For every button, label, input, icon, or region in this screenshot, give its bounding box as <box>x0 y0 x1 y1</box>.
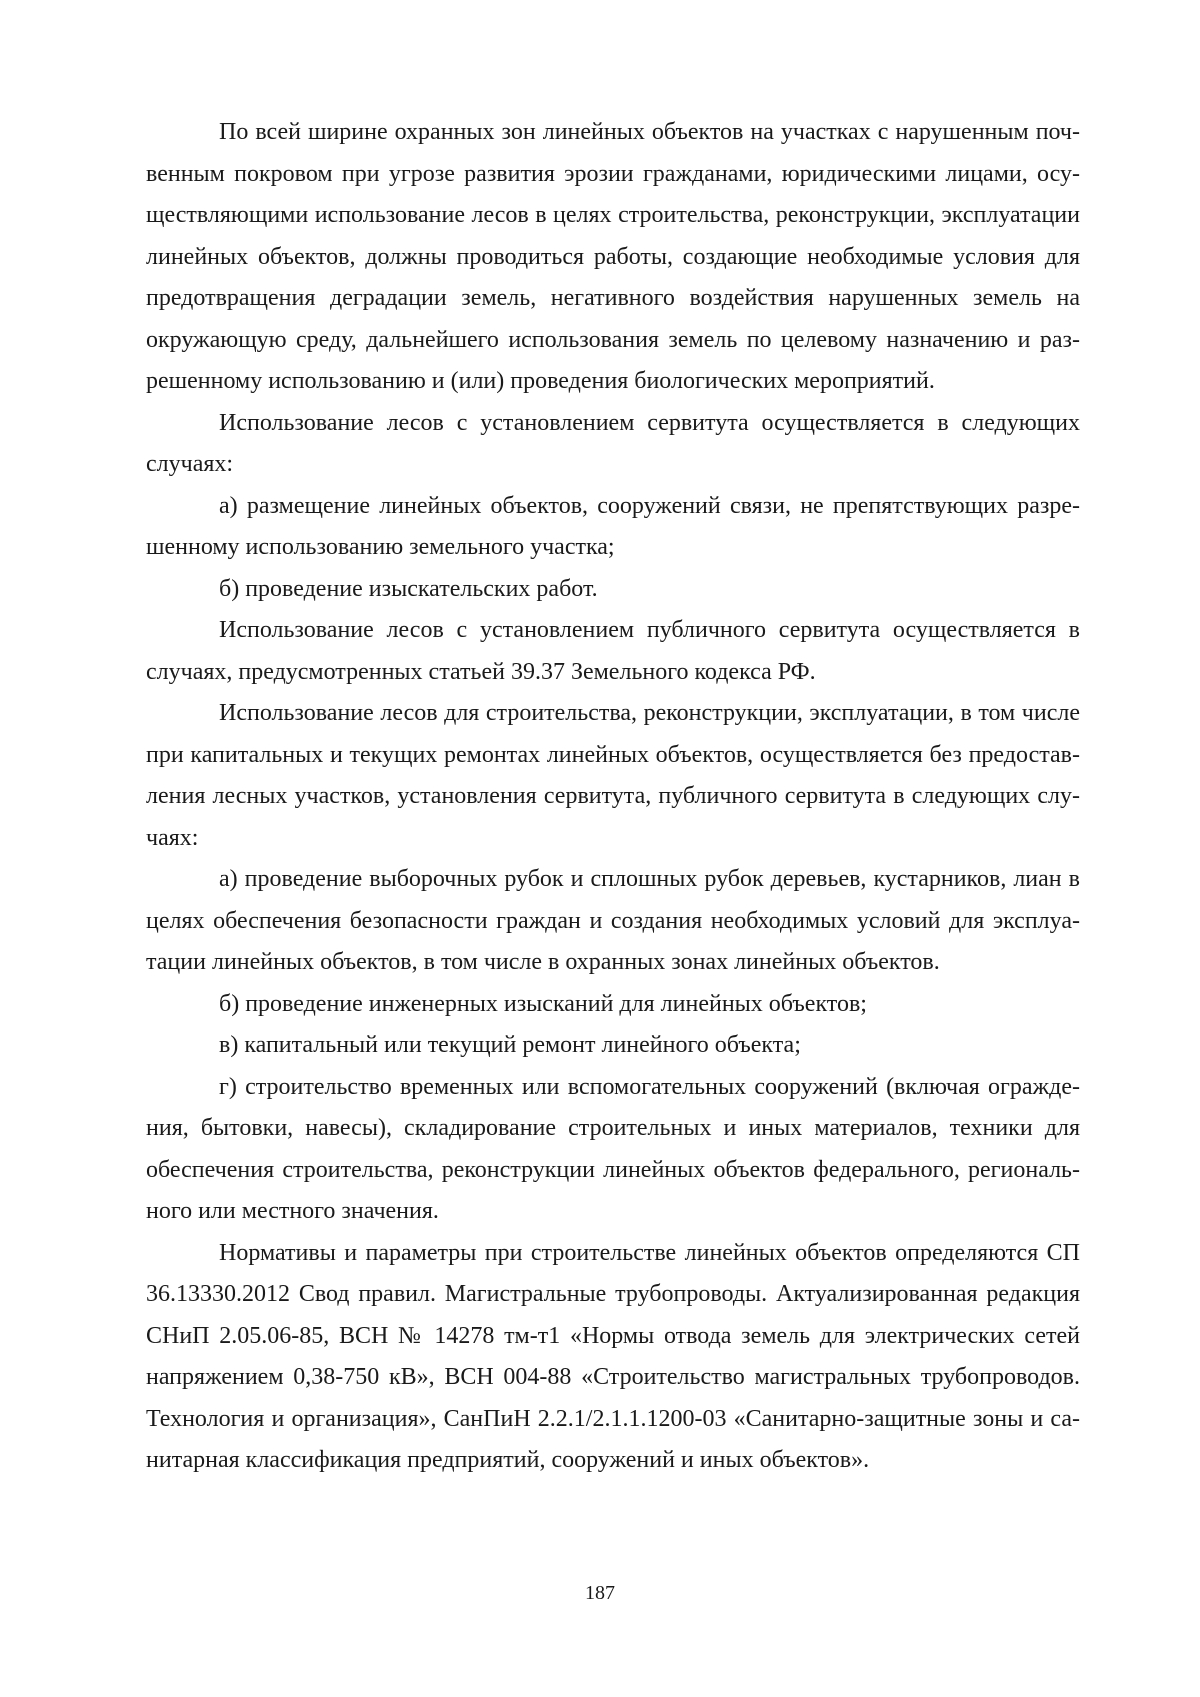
paragraph-item-d-construction: г) строительство временных или вспомогательных сооружений (включая ограждения, бытовки, навесы), складирование строительных и иных материалов, техники для обеспечения строительства, реконструкции линейных объектов федерального, регионального или местного значения. <box>146 1073 1080 1224</box>
paragraph-item-c-repair: в) капитальный или текущий ремонт линейного объекта; <box>219 1032 801 1058</box>
page-number: 187 <box>585 1582 615 1604</box>
paragraph-servitude-intro: Использование лесов с установлением сервитута осуществляется в следующих случаях: <box>146 409 1080 477</box>
body-text <box>146 112 1080 1482</box>
paragraph-item-b-surveys: б) проведение инженерных изысканий для линейных объектов; <box>219 990 867 1017</box>
paragraph-item-a-logging: а) проведение выборочных рубок и сплошных рубок деревьев, кустарников, лиан в целях обеспечения безопасности граждан и создания необходимых условий для эксплуатации линейных объектов, в том числе в охранных зонах линейных объектов. <box>146 866 1080 975</box>
paragraph-servitude-item-b: б) проведение изыскательских работ. <box>219 575 598 602</box>
paragraph-servitude-item-a: а) размещение линейных объектов, сооружений связи, не препятствующих разрешенному использованию земельного участка; <box>146 492 1080 560</box>
paragraph-protection-zones: По всей ширине охранных зон линейных объектов на участках с нарушенным почвенным покровом при угрозе развития эрозии гражданами, юридическими лицами, осуществляющими использование лесов в целях строительства, реконструкции, эксплуатации линейных объектов, должны проводиться работы, создающие необходимые условия для предотвращения деградации земель, негативного воздействия нарушенных земель на окружающую среду, дальнейшего использования земель по целевому назначению и разрешенному использованию и (или) проведения биологических мероприятий. <box>146 119 1080 394</box>
paragraph-without-provision-intro: Использование лесов для строительства, реконструкции, эксплуатации, в том числе при капитальных и текущих ремонтах линейных объектов, осуществляется без предоставления лесных участков, установления сервитута, публичного сервитута в следующих случаях: <box>146 700 1080 851</box>
paragraph-norms: Нормативы и параметры при строительстве линейных объектов определяются СП 36.13330.2012 Свод правил. Магистральные трубопроводы. Актуализированная редакция СНиП 2.05.06-85, ВСН № 14278 тм-т1 «Нормы отвода земель для электрических сетей напряжением 0,38-750 кВ», ВСН 004-88 «Строительство магистральных трубопроводов. Технология и организация», СанПиН 2.2.1/2.1.1.1200-03 «Санитарно-защитные зоны и санитарная классификация предприятий, сооружений и иных объектов». <box>146 1239 1080 1473</box>
paragraph-public-servitude: Использование лесов с установлением публичного сервитута осуществляется в случаях, предусмотренных статьей 39.37 Земельного кодекса РФ. <box>146 617 1080 685</box>
